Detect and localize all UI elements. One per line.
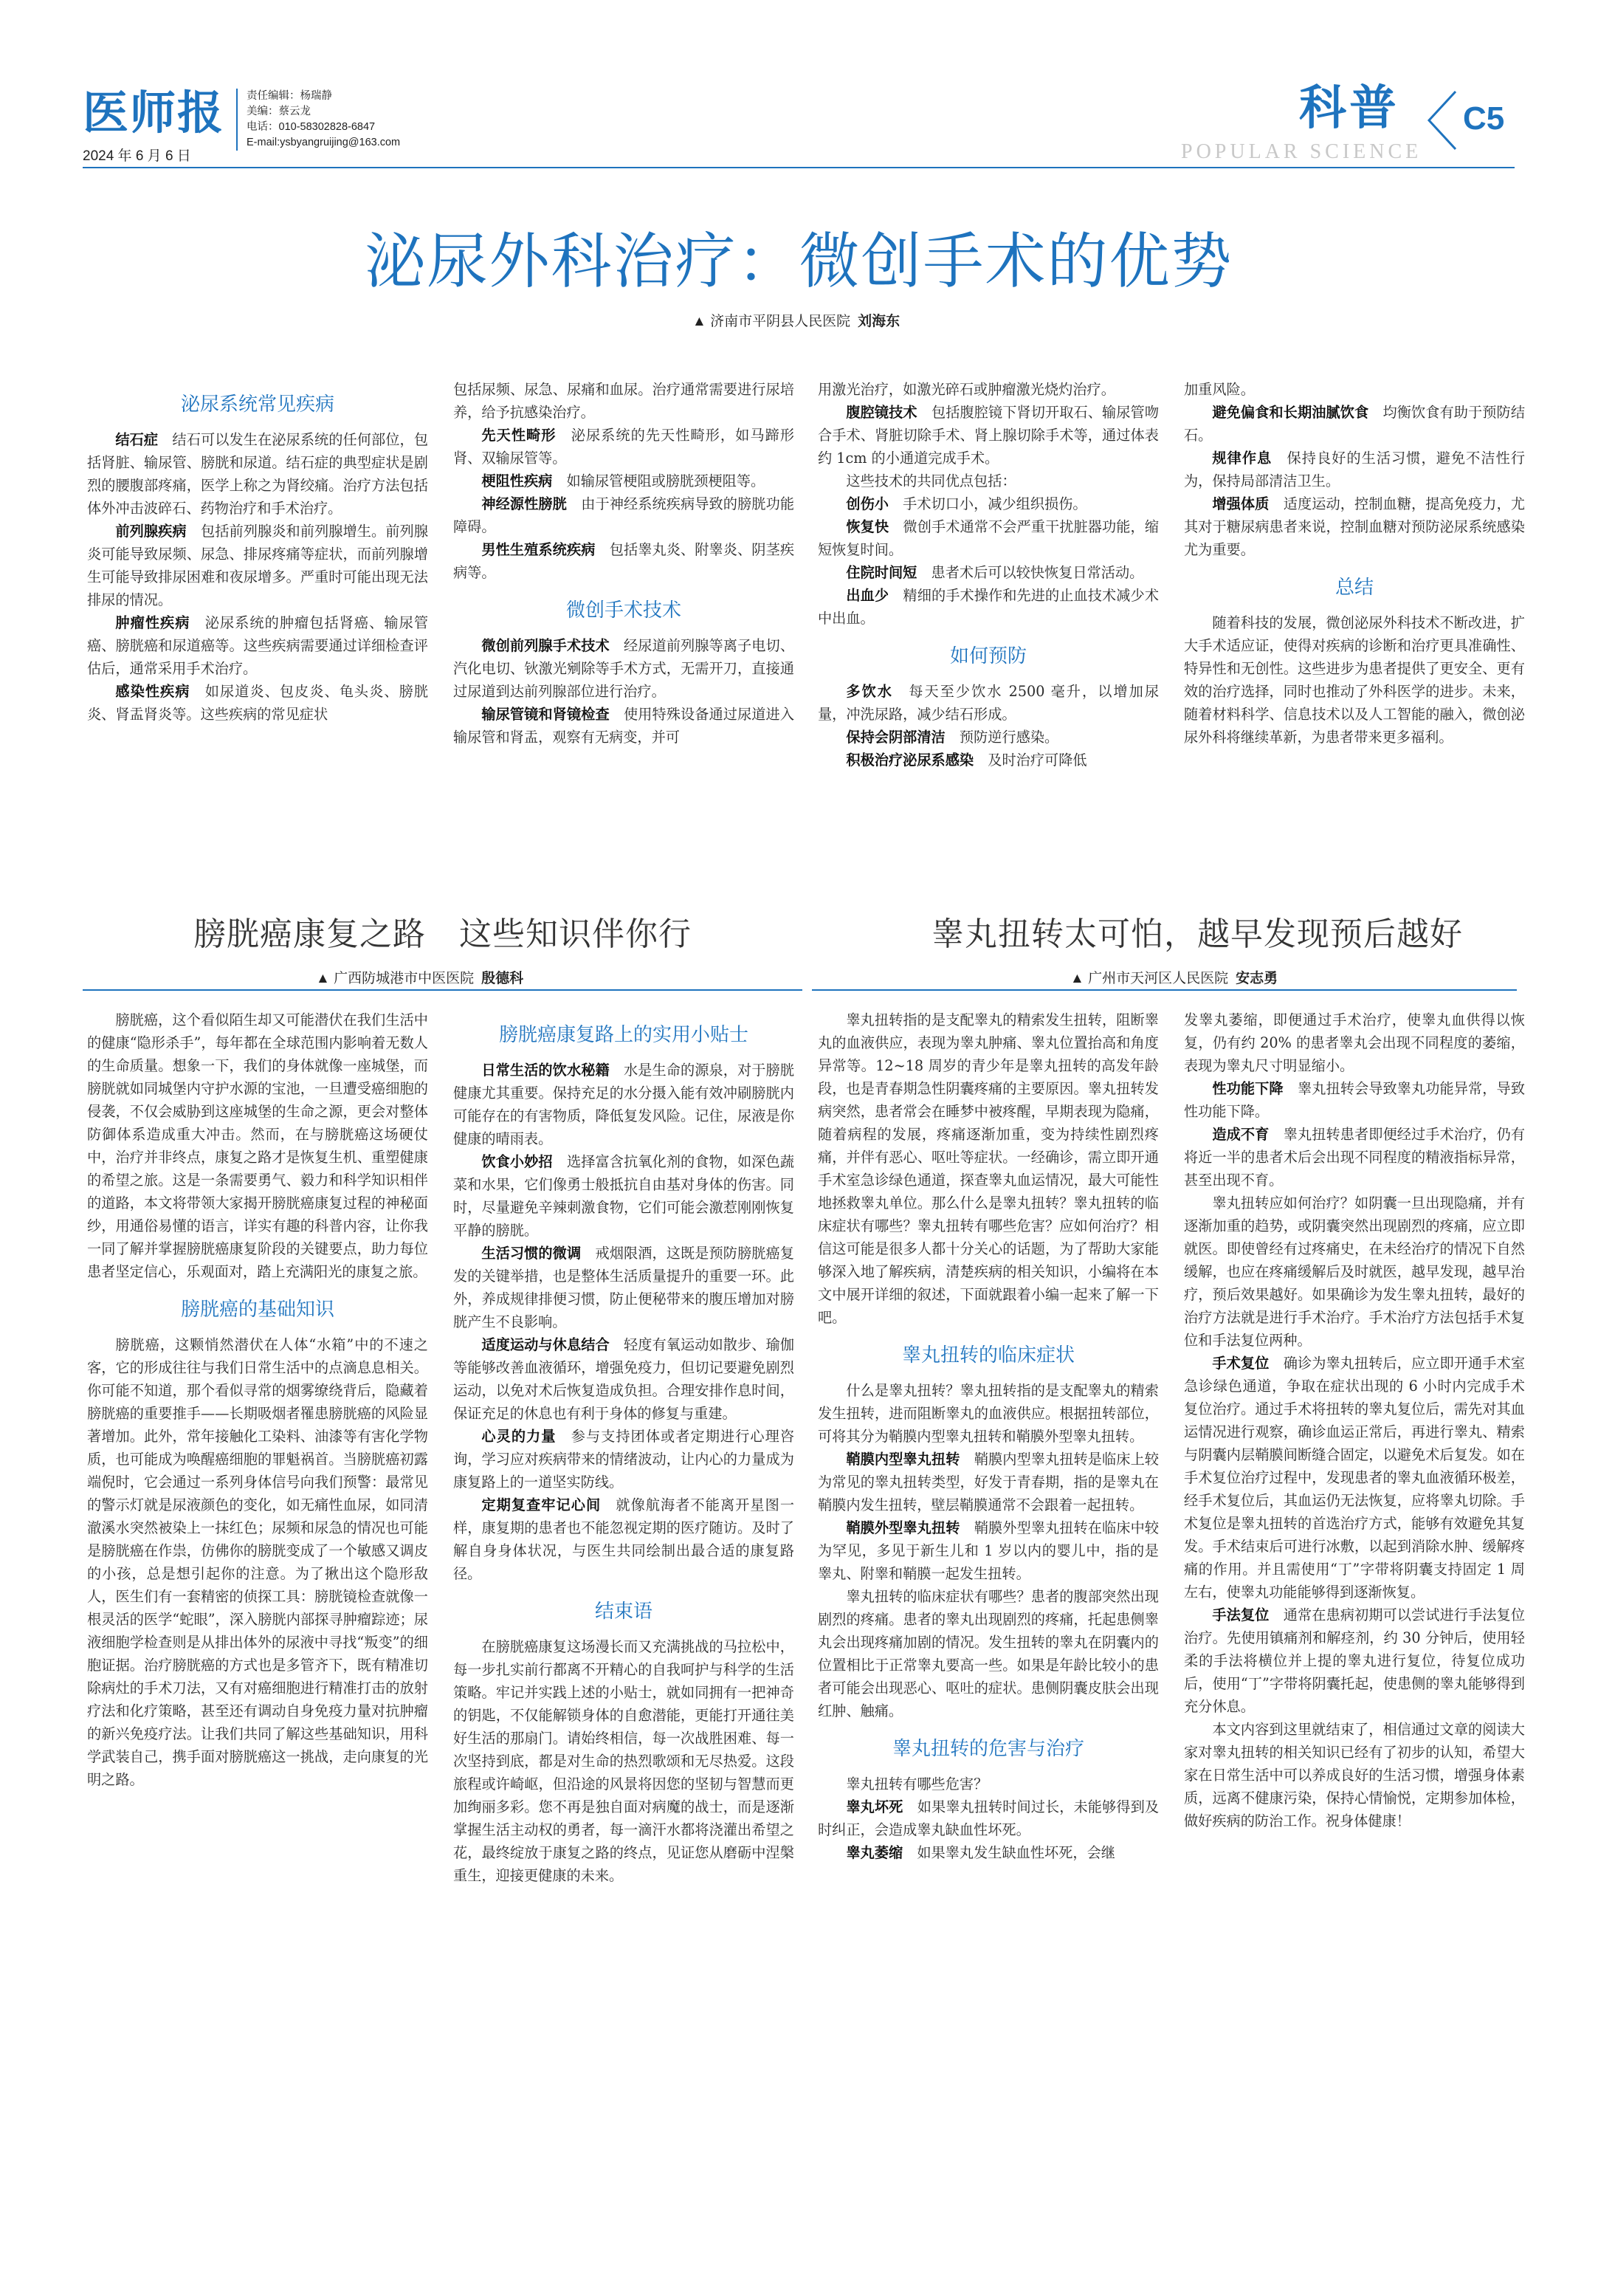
paragraph-text: 泌尿系统的先天性畸形，如马蹄形肾、双输尿管等。 [453, 427, 795, 467]
section-heading: 膀胱癌的基础知识 [180, 1299, 334, 1321]
byline-author: 安志勇 [1236, 971, 1278, 986]
paragraph [818, 680, 1159, 726]
paragraph-lead: 创伤小 [846, 495, 889, 512]
issue-date: 2024 年 6 月 6 日 [83, 148, 191, 164]
article2-rule [83, 989, 802, 991]
paragraph-text: 每天至少饮水 2500 毫升，以增加尿量，冲洗尿路，减少结石形成。 [818, 683, 1160, 723]
paragraph-text: 包括睾丸炎、附睾炎、阴茎疾病等。 [453, 541, 795, 581]
paragraph-lead: 结石症 [115, 431, 159, 448]
paragraph-lead: 适度运动与休息结合 [481, 1336, 610, 1353]
article3-rule [812, 989, 1517, 991]
paragraph-text: 确诊为睾丸扭转后，应立即开通手术室急诊绿色通道，争取在症状出现的 6 小时内完成手术复位治疗。通过手术将扭转的睾丸复位后，需先对其血运情况进行观察，确诊血运正常后，再进行睾丸、精索与阴囊内层鞘膜间断缝合固定，以避免术后复发。如在手术复位治疗过程中，发现患者的睾丸血液循环极差，经手术复位后，其血运仍无法恢复，应将睾丸切除。手术复位是睾丸扭转的首选治疗方式，能够有效避免其复发。手术结束后可进行冰敷，以起到消除水肿、缓解疼痛的作用。并且需使用“丁”字带将阴囊支持固定 1 周左右，使睾丸功能能够得到逐渐恢复。 [1184, 1355, 1526, 1601]
paragraph-lead: 前列腺疾病 [115, 523, 187, 540]
paragraph [87, 520, 428, 611]
paragraph-lead: 肿瘤性疾病 [115, 614, 190, 631]
paragraph-text: 水是生命的源泉，对于膀胱健康尤其重要。保持充足的水分摄入能有效冲刷膀胱内可能存在的有害物质，降低复发风险。记住，尿液是你健康的晴雨表。 [453, 1062, 795, 1147]
paragraph-lead: 积极治疗泌尿系感染 [846, 752, 974, 769]
article3-column-1 [818, 1008, 1159, 1864]
paragraph-lead: 生活习惯的微调 [481, 1245, 582, 1262]
paragraph-lead: 规律作息 [1212, 450, 1272, 467]
paragraph-lead: 定期复查牢记心间 [481, 1496, 602, 1513]
paragraph-text: 如输尿管梗阻或膀胱颈梗阻等。 [552, 472, 765, 489]
paragraph [453, 1425, 794, 1494]
paragraph-text: 膀胱癌，这个看似陌生却又可能潜伏在我们生活中的健康“隐形杀手”，每年都在全球范围内影响着无数人的生命质量。想象一下，我们的身体就像一座城堡，而膀胱就如同城堡内守护水源的宝池，一旦遭受癌细胞的侵袭，不仅会威胁到这座城堡的生命之源，更会对整体防御体系造成重大冲击。然而，在与膀胱癌这场硬仗中，治疗并非终点，康复之路才是恢复生机、重塑健康的希望之旅。这是一条需要勇气、毅力和科学知识相伴的道路，本文将带领大家揭开膀胱癌康复过程的神秘面纱，用通俗易懂的语言，详实有趣的科普内容，让你我一同了解并掌握膀胱癌康复阶段的关键要点，助力每位患者坚定信心，乐观面对，踏上充满阳光的康复之旅。 [87, 1011, 428, 1280]
paragraph-text: 微创手术通常不会严重干扰脏器功能，缩短恢复时间。 [818, 518, 1160, 558]
paragraph-text: 及时治疗可降低 [974, 752, 1087, 769]
paragraph-lead: 腹腔镜技术 [846, 404, 917, 421]
article1-column-2 [453, 378, 794, 749]
article1-column-3 [818, 378, 1159, 771]
paragraph-text: 就像航海者不能离开星图一样，康复期的患者也不能忽视定期的医疗随访。及时了解自身身体状况，与医生共同绘制出最合适的康复路径。 [453, 1496, 795, 1582]
paragraph-text: 鞘膜内型睾丸扭转是临床上较为常见的睾丸扭转类型，好发于青春期，指的是睾丸在鞘膜内发生扭转，壁层鞘膜通常不会跟着一起扭转。 [818, 1451, 1160, 1513]
paragraph [1184, 492, 1525, 561]
paragraph [818, 749, 1159, 771]
paragraph [1184, 1008, 1525, 1077]
paragraph [87, 680, 428, 726]
article3-byline [1070, 967, 1278, 987]
paragraph-text: 戒烟限酒，这既是预防膀胱癌复发的关键举措，也是整体生活质量提升的重要一环。此外，养成规律排便习惯，防止便秘带来的腹压增加对膀胱产生不良影响。 [453, 1245, 795, 1330]
section-heading: 睾丸扭转的危害与治疗 [892, 1738, 1084, 1760]
paragraph-lead: 神经源性膀胱 [481, 495, 567, 512]
paragraph-text: 这些技术的共同优点包括： [846, 472, 1016, 489]
editor-phone: 电话：010-58302828-6847 [247, 121, 376, 133]
paragraph [1184, 1077, 1525, 1123]
paragraph [453, 634, 794, 703]
paragraph [818, 1841, 1159, 1864]
byline-org: ▲ 广州市天河区人民医院 [1070, 971, 1229, 986]
paragraph-text: 睾丸扭转应如何治疗？如阴囊一旦出现隐痛，并有逐渐加重的趋势，或阴囊突然出现剧烈的疼痛，应立即就医。即使曾经有过疼痛史，在未经治疗的情况下自然缓解，也应在疼痛缓解后及时就医，越早发现，越早治疗，预后效果越好。如果确诊为发生睾丸扭转，最好的治疗方法就是进行手术治疗。手术治疗方法包括手术复位和手法复位两种。 [1184, 1195, 1525, 1349]
paragraph [1184, 378, 1525, 401]
article1-column-4 [1184, 378, 1525, 749]
paragraph-text: 结石可以发生在泌尿系统的任何部位，包括肾脏、输尿管、膀胱和尿道。结石症的典型症状是剧烈的腰腹部疼痛，医学上称之为肾绞痛。治疗方法包括体外冲击波碎石、药物治疗和手术治疗。 [87, 431, 429, 517]
paragraph-lead: 梗阻性疾病 [481, 472, 553, 489]
paragraph-text: 本文内容到这里就结束了，相信通过文章的阅读大家对睾丸扭转的相关知识已经有了初步的认知，希望大家在日常生活中可以养成良好的生活习惯，增强身体素质，远离不健康污染，保持心情愉悦，定期参加体检，做好疾病的防治工作。祝身体健康！ [1184, 1721, 1525, 1829]
byline-org: ▲ 济南市平阴县人民医院 [692, 314, 851, 329]
paragraph-lead: 心灵的力量 [481, 1428, 557, 1445]
paragraph-lead: 避免偏食和长期油腻饮食 [1212, 404, 1369, 421]
paragraph-lead: 鞘膜内型睾丸扭转 [846, 1451, 960, 1468]
paragraph-lead: 睾丸坏死 [846, 1798, 903, 1815]
byline-author: 殷德科 [481, 971, 524, 986]
paragraph [453, 492, 794, 538]
paragraph [818, 1795, 1159, 1841]
header-rule [83, 167, 1515, 168]
designer-name: 美编：蔡云龙 [247, 106, 311, 117]
paragraph-text: 参与支持团体或者定期进行心理咨询，学习应对疾病带来的情绪波动，让内心的力量成为康复路上的一道坚实防线。 [453, 1428, 795, 1491]
paragraph [87, 1333, 428, 1791]
section-heading: 结束语 [594, 1601, 652, 1623]
section-subtitle: POPULAR SCIENCE [1181, 140, 1422, 163]
paragraph-lead: 多饮水 [846, 683, 894, 700]
paragraph-text: 睾丸扭转有哪些危害？ [846, 1776, 988, 1793]
byline-org: ▲ 广西防城港市中医医院 [316, 971, 475, 986]
paragraph-lead: 日常生活的饮水秘籍 [481, 1062, 610, 1079]
paragraph [1184, 1123, 1525, 1192]
paragraph-lead: 输尿管镜和肾镜检查 [481, 706, 610, 723]
article2-byline [316, 967, 523, 987]
paragraph-text: 睾丸扭转患者即便经过手术治疗，仍有将近一半的患者术后会出现不同程度的精液指标异常，甚至出现不育。 [1184, 1126, 1526, 1189]
paragraph-text: 预防逆行感染。 [945, 729, 1059, 746]
paragraph [818, 1773, 1159, 1795]
editor-email: E-mail:ysbyangruijing@163.com [247, 137, 401, 148]
paragraph [87, 611, 428, 680]
paragraph-text: 睾丸扭转的临床症状有哪些？患者的腹部突然出现剧烈的疼痛。患者的睾丸出现剧烈的疼痛，托起患侧睾丸会出现疼痛加剧的情况。发生扭转的睾丸在阴囊内的位置相比于正常睾丸要高一些。如果是年龄比较小的患者可能会出现恶心、呕吐的症状。患侧阴囊皮肤会出现红肿、触痛。 [818, 1588, 1159, 1719]
paragraph-text: 均衡饮食有助于预防结石。 [1184, 404, 1526, 444]
paragraph [87, 1008, 428, 1283]
paragraph [453, 1150, 794, 1242]
paragraph [1184, 1352, 1525, 1604]
section-title: 科普 [1299, 81, 1399, 136]
paragraph [818, 1516, 1159, 1585]
paragraph [453, 538, 794, 584]
section-heading: 泌尿系统常见疾病 [180, 393, 334, 416]
paragraph-text: 睾丸扭转指的是支配睾丸的精索发生扭转，阻断睾丸的血液供应，表现为睾丸肿痛、睾丸位置抬高和角度异常等。12~18 周岁的青少年是睾丸扭转的高发年龄段，也是青春期急性阴囊疼痛的主要原因。睾丸扭转发病突然，患者常会在睡梦中被疼醒，早期表现为隐痛，随着病程的发展，疼痛逐渐加重，变为持续性剧烈疼痛，并伴有恶心、呕吐等症状。一经确诊，需立即开通手术室急诊绿色通道，探查睾丸血运情况，最大可能性地拯救睾丸单位。那么什么是睾丸扭转？睾丸扭转的临床症状有哪些？睾丸扭转有哪些危害？应如何治疗？相信这可能是很多人都十分关心的话题，为了帮助大家能够深入地了解疾病，清楚疾病的相关知识，小编将在本文中展开详细的叙述，下面就跟着小编一起来了解一下吧。 [818, 1011, 1159, 1326]
paragraph [818, 726, 1159, 749]
paragraph-text: 随着科技的发展，微创泌尿外科技术不断改进，扩大手术适应证，使得对疾病的诊断和治疗更具准确性、特异性和无创性。这些进步为患者提供了更安全、更有效的治疗选择，同时也推动了外科医学的进步。未来，随着材料科学、信息技术以及人工智能的融入，微创泌尿外科将继续革新，为患者带来更多福利。 [1184, 614, 1525, 746]
paragraph [818, 1585, 1159, 1722]
paragraph [1184, 1718, 1525, 1832]
section-heading: 膀胱癌康复路上的实用小贴士 [498, 1024, 748, 1046]
paragraph-text: 泌尿系统的肿瘤包括肾癌、输尿管癌、膀胱癌和尿道癌等。这些疾病需要通过详细检查评估后，通常采用手术治疗。 [87, 614, 429, 677]
paragraph-text: 通常在患病初期可以尝试进行手法复位治疗。先使用镇痛剂和解痉剂，约 30 分钟后，使用轻柔的手法将横位并上提的睾丸进行复位，待复位成功后，使用“丁”字带将阴囊托起，使患侧的睾丸能够得到充分休息。 [1184, 1606, 1526, 1715]
paragraph-text: 如果睾丸发生缺血性坏死，会继 [903, 1844, 1115, 1861]
paragraph [87, 428, 428, 520]
paragraph [818, 470, 1159, 492]
article1-title: 泌尿外科治疗：微创手术的优势 [365, 227, 1233, 297]
paragraph-text: 精细的手术操作和先进的止血技术减少术中出血。 [818, 587, 1160, 627]
paragraph [1184, 401, 1525, 447]
article2-column-2 [453, 1008, 794, 1887]
paragraph-lead: 保持会阴部清洁 [846, 729, 946, 746]
paragraph [453, 470, 794, 492]
paragraph-lead: 增强体质 [1212, 495, 1270, 512]
newspaper-logo: 医师报 [83, 86, 225, 140]
paragraph-lead: 睾丸萎缩 [846, 1844, 903, 1861]
paragraph-text: 什么是睾丸扭转？睾丸扭转指的是支配睾丸的精索发生扭转，进而阻断睾丸的血液供应。根据扭转部位，可将其分为鞘膜内型睾丸扭转和鞘膜外型睾丸扭转。 [818, 1382, 1159, 1445]
paragraph [453, 378, 794, 424]
paragraph-lead: 出血少 [846, 587, 889, 604]
paragraph-lead: 微创前列腺手术技术 [481, 637, 610, 654]
article1-column-1 [87, 378, 428, 726]
paragraph-lead: 先天性畸形 [481, 427, 557, 444]
paragraph-lead: 手术复位 [1212, 1355, 1270, 1372]
paragraph-text: 适度运动，控制血糖，提高免疫力，尤其对于糖尿病患者来说，控制血糖对预防泌尿系统感染尤为重要。 [1184, 495, 1526, 558]
paragraph [818, 1008, 1159, 1329]
paragraph [453, 703, 794, 749]
paragraph [453, 424, 794, 470]
paragraph [1184, 611, 1525, 749]
paragraph [818, 1379, 1159, 1448]
article3-title: 睾丸扭转太可怕，越早发现预后越好 [931, 915, 1463, 953]
paragraph-text: 保持良好的生活习惯，避免不洁性行为，保持局部清洁卫生。 [1184, 450, 1526, 489]
editor-info [236, 89, 400, 151]
section-heading: 如何预防 [949, 645, 1027, 667]
paragraph-text: 如果睾丸扭转时间过长，未能够得到及时纠正，会造成睾丸缺血性坏死。 [818, 1798, 1160, 1838]
article2-title: 膀胱癌康复之路 这些知识伴你行 [193, 915, 692, 953]
paragraph [818, 378, 1159, 401]
paragraph-lead: 感染性疾病 [115, 683, 190, 700]
paragraph-text: 包括腹腔镜下肾切开取石、输尿管吻合手术、肾脏切除手术、肾上腺切除手术等，通过体表约 1cm 的小通道完成手术。 [818, 404, 1160, 467]
paragraph-text: 轻度有氧运动如散步、瑜伽等能够改善血液循环，增强免疫力，但切记要避免剧烈运动，以免对术后恢复造成负担。合理安排作息时间，保证充足的休息也有利于身体的修复与重建。 [453, 1336, 795, 1422]
paragraph-text: 用激光治疗，如激光碎石或肿瘤激光烧灼治疗。 [818, 381, 1115, 398]
byline-author: 刘海东 [858, 314, 900, 329]
paragraph [818, 584, 1159, 630]
section-heading: 睾丸扭转的临床症状 [901, 1344, 1075, 1367]
paragraph [1184, 1604, 1525, 1718]
paragraph [818, 492, 1159, 515]
paragraph-text: 睾丸扭转会导致睾丸功能异常，导致性功能下降。 [1184, 1080, 1526, 1120]
paragraph [1184, 447, 1525, 492]
paragraph-text: 加重风险。 [1184, 381, 1255, 398]
chevron-left-icon [1423, 87, 1461, 154]
paragraph-lead: 住院时间短 [846, 564, 917, 581]
paragraph-text: 包括尿频、尿急、尿痛和血尿。治疗通常需要进行尿培养，给予抗感染治疗。 [453, 381, 794, 421]
section-heading: 总结 [1334, 577, 1374, 599]
paragraph-lead: 饮食小妙招 [481, 1153, 553, 1170]
paragraph [453, 1635, 794, 1887]
paragraph-text: 如尿道炎、包皮炎、龟头炎、膀胱炎、肾盂肾炎等。这些疾病的常见症状 [87, 683, 429, 723]
article2-column-1 [87, 1008, 428, 1791]
section-heading: 微创手术技术 [565, 599, 681, 622]
paragraph-lead: 鞘膜外型睾丸扭转 [846, 1519, 960, 1536]
article1-byline [692, 310, 900, 330]
paragraph [453, 1333, 794, 1425]
paragraph-text: 经尿道前列腺等离子电切、汽化电切、钬激光剜除等手术方式，无需开刀，直接通过尿道到达前列腺部位进行治疗。 [453, 637, 795, 700]
editor-name: 责任编辑：杨瑞静 [247, 90, 332, 102]
paragraph-lead: 男性生殖系统疾病 [481, 541, 596, 558]
paragraph-text: 患者术后可以较快恢复日常活动。 [917, 564, 1144, 581]
paragraph-lead: 手法复位 [1212, 1606, 1270, 1623]
paragraph-text: 选择富含抗氧化剂的食物，如深色蔬菜和水果，它们像勇士般抵抗自由基对身体的伤害。同时，尽量避免辛辣刺激食物，它们可能会激惹刚刚恢复平静的膀胱。 [453, 1153, 795, 1239]
paragraph [1184, 1192, 1525, 1352]
paragraph [818, 561, 1159, 584]
paragraph-lead: 性功能下降 [1212, 1080, 1284, 1097]
paragraph-text: 膀胱癌，这颗悄然潜伏在人体“水箱”中的不速之客，它的形成往往与我们日常生活中的点滴息息相关。你可能不知道，那个看似寻常的烟雾缭绕背后，隐藏着膀胱癌的重要推手——长期吸烟者罹患膀胱癌的风险显著增加。此外，常年接触化工染料、油漆等有害化学物质，也可能成为唤醒癌细胞的罪魁祸首。当膀胱癌初露端倪时，它会通过一系列身体信号向我们预警：最常见的警示灯就是尿液颜色的变化，如无痛性血尿，如同清澈溪水突然被染上一抹红色；尿频和尿急的情况也可能是膀胱癌在作祟，仿佛你的膀胱变成了一个敏感又调皮的小孩，总是想引起你的注意。为了揪出这个隐形敌人，医生们有一套精密的侦探工具：膀胱镜检查就像一根灵活的医学“蛇眼”，深入膀胱内部探寻肿瘤踪迹；尿液细胞学检查则是从排出体外的尿液中寻找“叛变”的细胞证据。治疗膀胱癌的方式也是多管齐下，既有精准切除病灶的手术刀法，又有对癌细胞进行精准打击的放射疗法和化疗策略，甚至还有调动自身免疫力量对抗肿瘤的新兴免疫疗法。让我们共同了解这些基础知识，用科学武装自己，携手面对膀胱癌这一挑战，走向康复的光明之路。 [87, 1336, 428, 1788]
paragraph [818, 1448, 1159, 1516]
paragraph [818, 401, 1159, 470]
paragraph-text: 由于神经系统疾病导致的膀胱功能障碍。 [453, 495, 795, 535]
paragraph-text: 使用特殊设备通过尿道进入输尿管和肾盂，观察有无病变，并可 [453, 706, 795, 746]
paragraph [453, 1242, 794, 1333]
paragraph-text: 鞘膜外型睾丸扭转在临床中较为罕见，多见于新生儿和 1 岁以内的婴儿中，指的是睾丸、附睾和鞘膜一起发生扭转。 [818, 1519, 1160, 1582]
paragraph [818, 515, 1159, 561]
paragraph-text: 手术切口小，减少组织损伤。 [888, 495, 1087, 512]
paragraph-text: 发睾丸萎缩，即便通过手术治疗，使睾丸血供得以恢复，仍有约 20% 的患者睾丸会出现不同程度的萎缩，表现为睾丸尺寸明显缩小。 [1184, 1011, 1525, 1074]
page-number: C5 [1463, 100, 1505, 137]
paragraph-text: 在膀胱癌康复这场漫长而又充满挑战的马拉松中，每一步扎实前行都离不开精心的自我呵护与科学的生活策略。牢记并实践上述的小贴士，就如同拥有一把神奇的钥匙，不仅能解锁身体的自愈潜能，更能打开通往美好生活的那扇门。请始终相信，每一次战胜困难、每一次坚持到底，都是对生命的热烈歌颂和无尽热爱。这段旅程或许崎岖，但沿途的风景将因您的坚韧与智慧而更加绚丽多彩。您不再是独自面对病魔的战士，而是逐渐掌握生活主动权的勇者，每一滴汗水都将浇灌出希望之花，最终绽放于康复之路的终点，见证您从磨砺中涅槃重生，迎接更健康的未来。 [453, 1638, 794, 1884]
paragraph [453, 1494, 794, 1585]
paragraph [453, 1059, 794, 1150]
paragraph-text: 包括前列腺炎和前列腺增生。前列腺炎可能导致尿频、尿急、排尿疼痛等症状，而前列腺增生可能导致排尿困难和夜尿增多。严重时可能出现无法排尿的情况。 [87, 523, 429, 608]
article3-column-2 [1184, 1008, 1525, 1832]
paragraph-lead: 恢复快 [846, 518, 889, 535]
paragraph-lead: 造成不育 [1212, 1126, 1270, 1143]
